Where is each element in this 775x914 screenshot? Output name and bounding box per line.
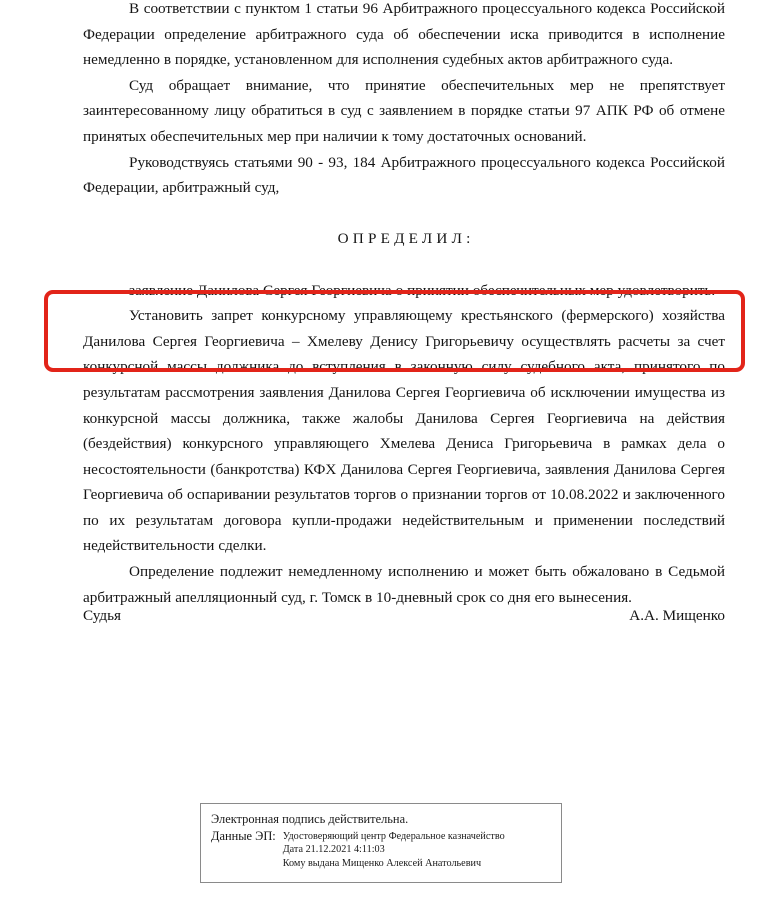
paragraph-prohibition-order: Установить запрет конкурсному управляющему крестьянского (фермерского) хозяйства Данилова Сергея Георгиевича – Хмелеву Денису Григорьевичу осуществлять расчеты за счет конкурсной массы должника до вступления в законную силу судебного акта, принятого по результатам рассмотрения заявления Данилова Сергея Георгиевича об исключении имущества из конкурсной массы должника, также жалобы Данилова Сергея Георгиевича на действия (бездействия) конкурсного управляющего Хмелева Дениса Григорьевича в рамках дела о несостоятельности (банкротства) КФХ Данилова Сергея Георгиевича, заявления Данилова Сергея Георгиевича об оспаривании результатов торгов о признании торгов от 10.08.2022 и заключенного по их результатам договора купли-продажи недействительным и применении последствий недействительности сделки. bbox=[83, 307, 725, 555]
esign-valid-title: Электронная подпись действительна. bbox=[211, 812, 409, 826]
esign-details bbox=[283, 829, 561, 870]
esign-data-label: Данные ЭП: bbox=[211, 829, 276, 843]
paragraph-enforcement-immediate: В соответствии с пунктом 1 статьи 96 Арбитражного процессуального кодекса Российской Федерации определение арбитражного суда об обеспечении иска приводится в исполнение немедленно в порядке, установленном для исполнения судебных актов арбитражного суда. bbox=[83, 0, 725, 69]
esign-issued-to: Кому выдана Мищенко Алексей Анатольевич bbox=[282, 857, 482, 869]
paragraph-court-attention: Суд обращает внимание, что принятие обеспечительных мер не препятствует заинтересованному лицу обратиться в суд с заявлением в порядке статьи 97 АПК РФ об отмене принятых обеспечительных мер при наличии к тому достаточных оснований. bbox=[83, 76, 725, 145]
paragraph-appeal-terms: Определение подлежит немедленному исполнению и может быть обжаловано в Седьмой арбитражный апелляционный суд, г. Томск в 10-дневный срок со дня его вынесения. bbox=[83, 563, 725, 606]
esign-authority: Удостоверяющий центр Федеральное казначейство bbox=[282, 831, 505, 842]
esign-date: Дата 21.12.2021 4:11:03 bbox=[282, 844, 385, 856]
resolve-heading: ОПРЕДЕЛИЛ: bbox=[337, 230, 475, 248]
paragraph-application-granted: заявление Данилова Сергея Георгиевича о принятии обеспечительных мер удовлетворить. bbox=[129, 281, 716, 299]
spacer-after-heading bbox=[83, 252, 725, 278]
document-body bbox=[83, 0, 725, 610]
judge-role-label: Судья bbox=[83, 607, 122, 624]
judge-name-label: А.А. Мищенко bbox=[629, 607, 725, 624]
electronic-signature-stamp bbox=[200, 803, 562, 883]
paragraph-guided-by-articles: Руководствуясь статьями 90 - 93, 184 Арбитражного процессуального кодекса Российской Федерации, арбитражный суд, bbox=[83, 153, 725, 197]
esign-data-row bbox=[211, 829, 561, 870]
judge-signature-line bbox=[83, 605, 725, 627]
spacer-before-heading bbox=[83, 201, 725, 227]
